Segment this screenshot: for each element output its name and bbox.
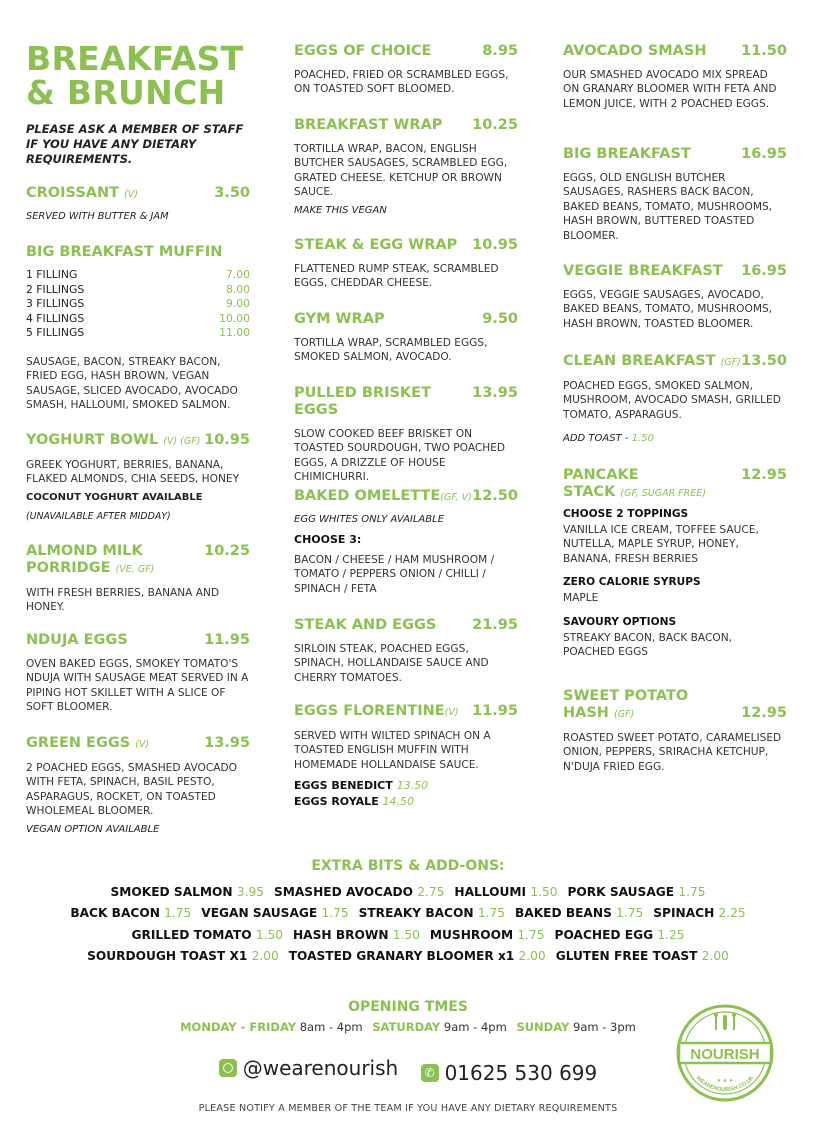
dietary-intro: PLEASE ASK A MEMBER OF STAFF IF YOU HAVE ANY DIETARY REQUIREMENTS.	[26, 122, 244, 166]
extras-title: EXTRA BITS & ADD-ONS:	[311, 858, 505, 874]
item-name: CLEAN BREAKFAST	[563, 353, 716, 369]
extra-name: TOASTED GRANARY BLOOMER x1	[288, 948, 515, 963]
extra-price: 1.75	[477, 906, 505, 921]
item-price: 3.50	[214, 185, 250, 201]
nourish-logo	[675, 1003, 775, 1103]
filling-row	[26, 312, 250, 327]
item-name: NDUJA EGGS	[26, 632, 128, 648]
menu-item-veggie-breakfast	[563, 263, 787, 331]
item-price: 10.95	[204, 432, 250, 448]
item-name: STEAK & EGG WRAP	[294, 237, 458, 253]
filling-price: 11.00	[219, 326, 250, 340]
filling-price: 7.00	[225, 268, 250, 281]
add-toast-note: ADD TOAST - 1.50	[563, 433, 654, 445]
item-price: 16.95	[741, 146, 787, 162]
item-price: 8.95	[482, 43, 518, 59]
item-desc: TORTILLA WRAP, BACON, ENGLISH BUTCHER SAUSAGES, SCRAMBLED EGG, GRATED CHEESE. KETCHUP OR BROWN SAUCE.	[294, 143, 508, 199]
item-desc: BACON / CHEESE / HAM MUSHROOM / TOMATO / PEPPERS ONION / CHILLI / SPINACH / FETA	[294, 554, 495, 595]
svg-text:★: ★	[728, 1078, 734, 1084]
menu-item-muffin	[26, 244, 250, 413]
extra-item	[359, 906, 505, 920]
item-name: SWEET POTATO	[563, 688, 689, 704]
item-tag: (GF, SUGAR FREE)	[620, 488, 706, 499]
item-name: GREEN EGGS	[26, 735, 131, 751]
item-desc: OUR SMASHED AVOCADO MIX SPREAD ON GRANARY BLOOMER WITH FETA AND LEMON JUICE, WITH 2 POACHED EGGS.	[563, 69, 777, 110]
item-price: 10.25	[204, 543, 250, 559]
extras-row	[0, 925, 816, 946]
add-toast-price: 1.50	[631, 433, 654, 445]
item-note: MAKE THIS VEGAN	[294, 204, 387, 216]
filling-row	[26, 326, 250, 341]
item-price: 13.50	[741, 353, 787, 369]
extra-item	[430, 928, 545, 942]
item-desc: SERVED WITH WILTED SPINACH ON A TOASTED ENGLISH MUFFIN WITH HOMEMADE HOLLANDAISE SAUCE.	[294, 730, 491, 771]
extra-price: 2.00	[518, 948, 546, 963]
item-tag: (GF)	[614, 709, 635, 720]
filling-price: 10.00	[219, 311, 250, 325]
extra-item	[555, 928, 685, 942]
extra-item	[653, 906, 745, 920]
day-saturday: SATURDAY	[372, 1020, 441, 1034]
phone-number[interactable]: ✆ 01625 530 699	[421, 1061, 598, 1085]
item-price: 16.95	[741, 263, 787, 279]
extra-price: 2.00	[701, 948, 729, 963]
item-tag: (V)	[124, 189, 138, 200]
item-name: EGGS OF CHOICE	[294, 43, 432, 59]
item-price: 10.95	[472, 237, 518, 253]
item-name: BAKED OMELETTE	[294, 488, 441, 504]
filling-label: 4 FILLINGS	[26, 311, 85, 325]
menu-item-big-breakfast	[563, 146, 787, 243]
savoury-list: STREAKY BACON, BACK BACON, POACHED EGGS	[563, 631, 733, 659]
menu-item-baked-omelette	[294, 488, 518, 596]
title-line-2: & BRUNCH	[26, 73, 226, 112]
item-desc: SERVED WITH BUTTER & JAM	[26, 211, 169, 222]
extra-name: GLUTEN FREE TOAST	[555, 948, 698, 963]
item-desc: POACHED, FRIED OR SCRAMBLED EGGS, ON TOASTED SOFT BLOOMED.	[294, 69, 509, 96]
syrups-list: MAPLE	[563, 592, 599, 605]
day-sunday: SUNDAY	[516, 1020, 570, 1034]
extra-item	[289, 949, 546, 963]
variant-royale: EGGS ROYALE 14.50	[294, 795, 415, 809]
extra-name: SMASHED AVOCADO	[273, 885, 414, 899]
extra-item	[454, 885, 557, 899]
choose-heading: CHOOSE 3:	[294, 533, 362, 546]
extra-item	[70, 906, 191, 920]
item-desc: OVEN BAKED EGGS, SMOKEY TOMATO'S NDUJA WITH SAUSAGE MEAT SERVED IN A PIPING HOT SKILLET WITH A SLICE OF SOFT BLOOMER.	[26, 658, 249, 714]
extra-item	[111, 885, 264, 899]
page-title	[26, 39, 244, 112]
item-price: 13.95	[204, 735, 250, 751]
extras-row	[0, 946, 816, 967]
item-name: ALMOND MILK	[26, 543, 143, 559]
extra-price: 1.75	[321, 906, 349, 921]
filling-label: 2 FILLINGS	[26, 282, 85, 296]
item-name: AVOCADO SMASH	[563, 43, 707, 59]
extra-name: SPINACH	[653, 906, 715, 921]
menu-item-sweet-potato-hash	[563, 688, 787, 774]
menu-item-clean-breakfast	[563, 353, 787, 446]
opening-times-title: OPENING TMES	[348, 999, 468, 1015]
menu-item-avocado-smash	[563, 43, 787, 111]
menu-item-porridge	[26, 543, 250, 615]
extra-item	[201, 906, 348, 920]
filling-row	[26, 283, 250, 298]
item-tag: (GF, V)	[440, 492, 472, 503]
extra-name: MUSHROOM	[429, 927, 514, 942]
menu-item-eggs-florentine	[294, 703, 518, 810]
extra-name: HALLOUMI	[454, 885, 527, 899]
extras-row	[0, 882, 816, 903]
extra-price: 2.25	[718, 906, 746, 921]
item-desc: SIRLOIN STEAK, POACHED EGGS, SPINACH, HOLLANDAISE SAUCE AND CHERRY TOMATOES.	[294, 643, 489, 684]
item-price: 10.25	[472, 117, 518, 133]
menu-item-nduja-eggs	[26, 632, 250, 715]
item-tag: (VE, GF)	[115, 564, 155, 575]
variant-price: 13.50	[396, 779, 429, 793]
item-name: BREAKFAST WRAP	[294, 117, 443, 133]
extra-name: SMOKED SALMON	[110, 885, 233, 899]
extra-item	[293, 928, 420, 942]
item-price: 12.95	[741, 705, 787, 721]
filling-label: 3 FILLINGS	[26, 297, 85, 311]
filling-label: 1 FILLING	[26, 268, 78, 281]
menu-item-steak-egg-wrap	[294, 237, 518, 291]
item-note: EGG WHITES ONLY AVAILABLE	[294, 514, 445, 525]
variant-price: 14.50	[382, 795, 415, 809]
item-price: 12.50	[472, 488, 518, 504]
extra-price: 1.50	[392, 927, 420, 942]
extra-item	[556, 949, 729, 963]
item-desc: TORTILLA WRAP, SCRAMBLED EGGS, SMOKED SALMON, AVOCADO.	[294, 337, 488, 364]
instagram-handle[interactable]: @wearenourish	[219, 1056, 398, 1080]
item-desc: SLOW COOKED BEEF BRISKET ON TOASTED SOURDOUGH, TWO POACHED EGGS, A DRIZZLE OF HOUSE CHIMICHURRI.	[294, 428, 506, 484]
item-name-2: PORRIDGE	[26, 560, 111, 576]
extra-name: STREAKY BACON	[358, 906, 474, 921]
menu-item-breakfast-wrap	[294, 117, 518, 218]
menu-item-green-eggs	[26, 735, 250, 837]
extras-section	[0, 858, 816, 967]
extra-name: PORK SAUSAGE	[567, 885, 675, 899]
item-tag: (V)	[135, 739, 150, 750]
fillings-list	[26, 268, 250, 341]
dietary-footnote: PLEASE NOTIFY A MEMBER OF THE TEAM IF YOU HAVE ANY DIETARY REQUIREMENTS	[198, 1103, 618, 1114]
syrups-heading: ZERO CALORIE SYRUPS	[563, 576, 701, 589]
item-tag: (GF)	[720, 357, 741, 368]
extra-item	[87, 949, 279, 963]
menu-item-pulled-brisket-eggs	[294, 385, 518, 485]
item-desc: FLATTENED RUMP STEAK, SCRAMBLED EGGS, CHEDDAR CHEESE.	[294, 263, 499, 290]
toppings-heading: CHOOSE 2 TOPPINGS	[563, 508, 689, 520]
menu-item-eggs-of-choice	[294, 43, 518, 97]
extra-name: BACK BACON	[70, 906, 160, 921]
extra-price: 1.75	[517, 927, 545, 942]
extra-price: 1.75	[678, 885, 706, 899]
item-desc: POACHED EGGS, SMOKED SALMON, MUSHROOM, AVOCADO SMASH, GRILLED TOMATO, ASPARAGUS.	[563, 380, 781, 421]
time-sunday: 9am - 3pm	[573, 1020, 636, 1034]
item-note: COCONUT YOGHURT AVAILABLE	[26, 491, 203, 503]
item-name-2: HASH	[563, 705, 609, 721]
item-tag: (V)	[444, 707, 459, 718]
item-name: VEGGIE BREAKFAST	[563, 263, 723, 279]
extra-price: 1.75	[616, 906, 644, 921]
logo-text: NOURISH	[690, 1046, 760, 1063]
item-desc: EGGS, VEGGIE SAUSAGES, AVOCADO, BAKED BEANS, TOMATO, MUSHROOMS, HASH BROWN, TOASTED BLOOMER.	[563, 289, 773, 330]
filling-row	[26, 297, 250, 312]
item-name: PANCAKE	[563, 467, 639, 483]
item-name: BIG BREAKFAST MUFFIN	[26, 244, 223, 260]
title-line-1: BREAKFAST	[26, 39, 244, 78]
extra-price: 1.50	[255, 927, 283, 942]
item-price: 13.95	[472, 385, 518, 401]
menu-item-gym-wrap	[294, 311, 518, 365]
filling-label: 5 FILLINGS	[26, 326, 85, 340]
menu-item-steak-and-eggs	[294, 617, 518, 685]
item-name: CROISSANT	[26, 185, 120, 201]
extra-name: SOURDOUGH TOAST X1	[87, 948, 248, 963]
phone-icon: ✆	[421, 1064, 439, 1082]
day-weekday: MONDAY - FRIDAY	[180, 1020, 297, 1034]
item-note: (UNAVAILABLE AFTER MIDDAY)	[26, 510, 171, 522]
extra-item	[274, 885, 444, 899]
svg-text:★: ★	[716, 1078, 722, 1084]
extra-name: POACHED EGG	[554, 927, 654, 942]
extra-name: GRILLED TOMATO	[131, 927, 252, 942]
item-name: GYM WRAP	[294, 311, 385, 327]
extra-name: BAKED BEANS	[514, 906, 612, 921]
item-price: 11.50	[741, 43, 787, 59]
extra-price: 3.95	[236, 885, 264, 899]
item-note: VEGAN OPTION AVAILABLE	[26, 823, 160, 835]
item-desc: SAUSAGE, BACON, STREAKY BACON, FRIED EGG, HASH BROWN, VEGAN SAUSAGE, SLICED AVOCADO, AVOCADO SMASH, HALLOUMI, SMOKED SALMON.	[26, 355, 238, 412]
savoury-heading: SAVOURY OPTIONS	[563, 615, 677, 628]
extra-price: 1.75	[164, 906, 192, 921]
item-desc: WITH FRESH BERRIES, BANANA AND HONEY.	[26, 587, 220, 614]
filling-price: 8.00	[225, 282, 250, 296]
item-tag: (V) (GF)	[163, 436, 201, 447]
toppings-list: VANILLA ICE CREAM, TOFFEE SAUCE, NUTELLA, MAPLE SYRUP, HONEY, BANANA, FRESH BERRIES	[563, 524, 759, 565]
item-name: EGGS FLORENTINE	[294, 703, 445, 719]
menu-item-pancake-stack	[563, 467, 787, 659]
logo-ring-text: WEARENOURISH.CO.UK	[694, 1075, 756, 1094]
filling-price: 9.00	[225, 297, 250, 311]
item-name: PULLED BRISKET EGGS	[294, 385, 431, 418]
extra-item	[515, 906, 643, 920]
item-desc: ROASTED SWEET POTATO, CARAMELISED ONION, PEPPERS, SRIRACHA KETCHUP, N'DUJA FRIED EGG.	[563, 732, 782, 773]
item-price: 21.95	[472, 617, 518, 633]
item-desc: EGGS, OLD ENGLISH BUTCHER SAUSAGES, RASHERS BACK BACON, BAKED BEANS, TOMATO, MUSHROOMS, HASH BROWN, BUTTERED TOASTED BLOOMER.	[563, 172, 773, 242]
menu-item-yoghurt-bowl	[26, 432, 250, 524]
extras-row	[0, 903, 816, 924]
variant-benedict: EGGS BENEDICT 13.50	[294, 779, 429, 793]
filling-row	[26, 268, 250, 283]
extra-name: HASH BROWN	[292, 927, 389, 942]
item-price: 12.95	[741, 467, 787, 483]
item-name-2: STACK	[563, 484, 616, 500]
item-desc: 2 POACHED EGGS, SMASHED AVOCADO WITH FETA, SPINACH, BASIL PESTO, ASPARAGUS, ROCKET, ON TOASTED WHOLEMEAL BLOOMER.	[26, 762, 237, 818]
extra-price: 1.50	[530, 885, 558, 899]
instagram-icon	[219, 1059, 237, 1077]
menu-item-croissant	[26, 185, 250, 224]
svg-text:★: ★	[722, 1078, 728, 1084]
extra-price: 2.75	[417, 885, 445, 899]
time-saturday: 9am - 4pm	[443, 1020, 507, 1034]
item-price: 11.95	[472, 703, 518, 719]
extra-price: 2.00	[251, 948, 279, 963]
extras-rows	[0, 882, 816, 967]
extra-price: 1.25	[657, 927, 685, 942]
item-price: 11.95	[204, 632, 250, 648]
extra-name: VEGAN SAUSAGE	[201, 906, 318, 921]
item-name: YOGHURT BOWL	[26, 432, 159, 448]
time-weekday: 8am - 4pm	[299, 1020, 363, 1034]
item-name: STEAK AND EGGS	[294, 617, 437, 633]
item-name: BIG BREAKFAST	[563, 146, 691, 162]
item-price: 9.50	[482, 311, 518, 327]
extra-item	[567, 885, 705, 899]
extra-item	[131, 928, 283, 942]
item-desc: GREEK YOGHURT, BERRIES, BANANA, FLAKED ALMONDS, CHIA SEEDS, HONEY	[26, 459, 240, 486]
